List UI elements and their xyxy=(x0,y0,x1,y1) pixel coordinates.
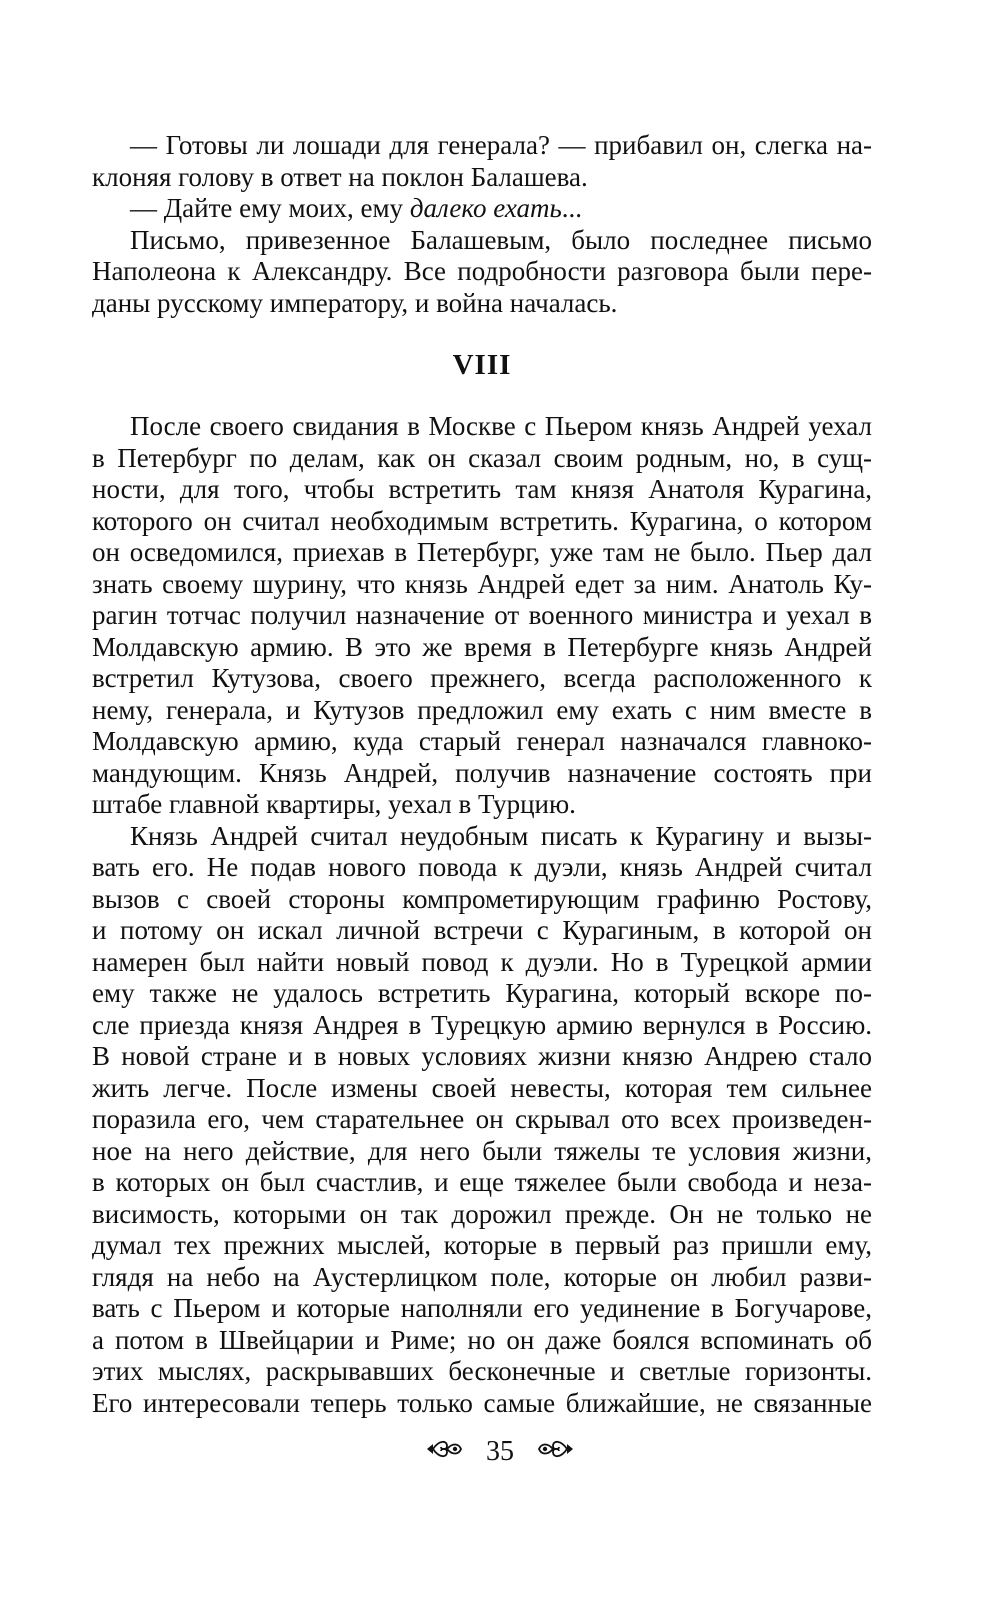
text-line: В новой стране и в новых условиях жизни князю Андрею стало xyxy=(92,1041,872,1071)
text-line: сле приезда князя Андрея в Турецкую армию вернулся в Россию. xyxy=(92,1009,872,1040)
text-line: вать с Пьером и которые наполняли его уединение в Богучарове, xyxy=(92,1293,872,1323)
text-line: даны русскому императору, и война началась. xyxy=(92,287,618,318)
text-line: а потом в Швейцарии и Риме; но он даже боялся вспоминать об xyxy=(92,1324,872,1355)
text-line: намерен был найти новый повод к дуэли. Но в Турецкой армии xyxy=(92,946,872,977)
text-line: и потому он искал личной встречи с Курагиным, в которой он xyxy=(92,915,872,945)
page-text xyxy=(92,130,872,1419)
text-line: в которых он был счастлив, и еще тяжелее были свобода и неза- xyxy=(92,1167,872,1197)
text-line: вать его. Не подав нового повода к дуэли, князь Андрей считал xyxy=(92,852,872,882)
text-line: знать своему шурину, что князь Андрей едет за ним. Анатоль Ку- xyxy=(92,568,872,599)
text-line: Князь Андрей считал неудобным писать к Курагину и вызы- xyxy=(130,820,872,851)
text-line: в Петербург по делам, как он сказал своим родным, но, в сущ- xyxy=(92,442,872,473)
dialogue-prefix: — Дайте ему моих, ему xyxy=(130,193,410,223)
text-line: этих мыслях, раскрывавших бесконечные и светлые горизонты. xyxy=(92,1356,872,1386)
text-line: рагин тотчас получил назначение от военного министра и уехал в xyxy=(92,600,872,630)
text-line: клоняя голову в ответ на поклон Балашева. xyxy=(92,161,588,192)
text-line: Молдавскую армию, куда старый генерал назначался главноко- xyxy=(92,726,872,756)
text-line: встретил Кутузова, своего прежнего, всегда расположенного к xyxy=(92,663,872,693)
text-line: штабе главной квартиры, уехал в Турцию. xyxy=(92,789,576,819)
text-line: ности, для того, чтобы встретить там князя Анатоля Курагина, xyxy=(92,474,872,504)
text-line: ное на него действие, для него были тяжелы те условия жизни, xyxy=(92,1135,872,1166)
text-line: он осведомился, приехав в Петербург, уже там не было. Пьер дал xyxy=(92,537,872,567)
dialogue-italic: далеко ехать xyxy=(409,193,562,223)
text-line: поразила его, чем старательнее он скрывал ото всех произведен- xyxy=(92,1104,872,1134)
dialogue-line xyxy=(92,193,872,225)
ornament-right-icon xyxy=(535,1432,575,1472)
text-line: которого он считал необходимым встретить. Курагина, о котором xyxy=(92,505,872,536)
text-line: висимость, которыми он так дорожил прежде. Он не только не xyxy=(92,1198,872,1229)
text-line: думал тех прежних мыслей, которые в первый раз пришли ему, xyxy=(92,1230,872,1260)
text-line: глядя на небо на Аустерлицком поле, которые он любил разви- xyxy=(92,1261,872,1292)
text-line: Наполеона к Александру. Все подробности разговора были пере- xyxy=(92,256,872,286)
text-line: вызов с своей стороны компрометирующим графиню Ростову, xyxy=(92,883,872,914)
spacer xyxy=(92,319,872,341)
ornament-left-icon xyxy=(425,1432,465,1472)
text-line: Письмо, привезенное Балашевым, было последнее письмо xyxy=(130,224,872,255)
chapter-title: VIII xyxy=(452,349,512,381)
page-footer xyxy=(0,1430,1000,1470)
text-line: Его интересовали теперь только самые ближайшие, не связанные xyxy=(92,1387,872,1418)
page-number: 35 xyxy=(486,1435,514,1467)
text-line: Молдавскую армию. В это же время в Петербурге князь Андрей xyxy=(92,631,872,662)
dialogue-suffix: ... xyxy=(561,193,583,223)
text-line: нему, генерала, и Кутузов предложил ему ехать с ним вместе в xyxy=(92,694,872,725)
text-line: ему также не удалось встретить Курагина, который вскоре по- xyxy=(92,978,872,1008)
text-line: После своего свидания в Москве с Пьером князь Андрей уехал xyxy=(130,411,872,441)
spacer xyxy=(92,389,872,411)
text-line: жить легче. После измены своей невесты, которая тем сильнее xyxy=(92,1072,872,1103)
text-line: мандующим. Князь Андрей, получив назначение состоять при xyxy=(92,757,872,788)
text-line: — Готовы ли лошади для генерала? — прибавил он, слегка на- xyxy=(130,130,872,160)
